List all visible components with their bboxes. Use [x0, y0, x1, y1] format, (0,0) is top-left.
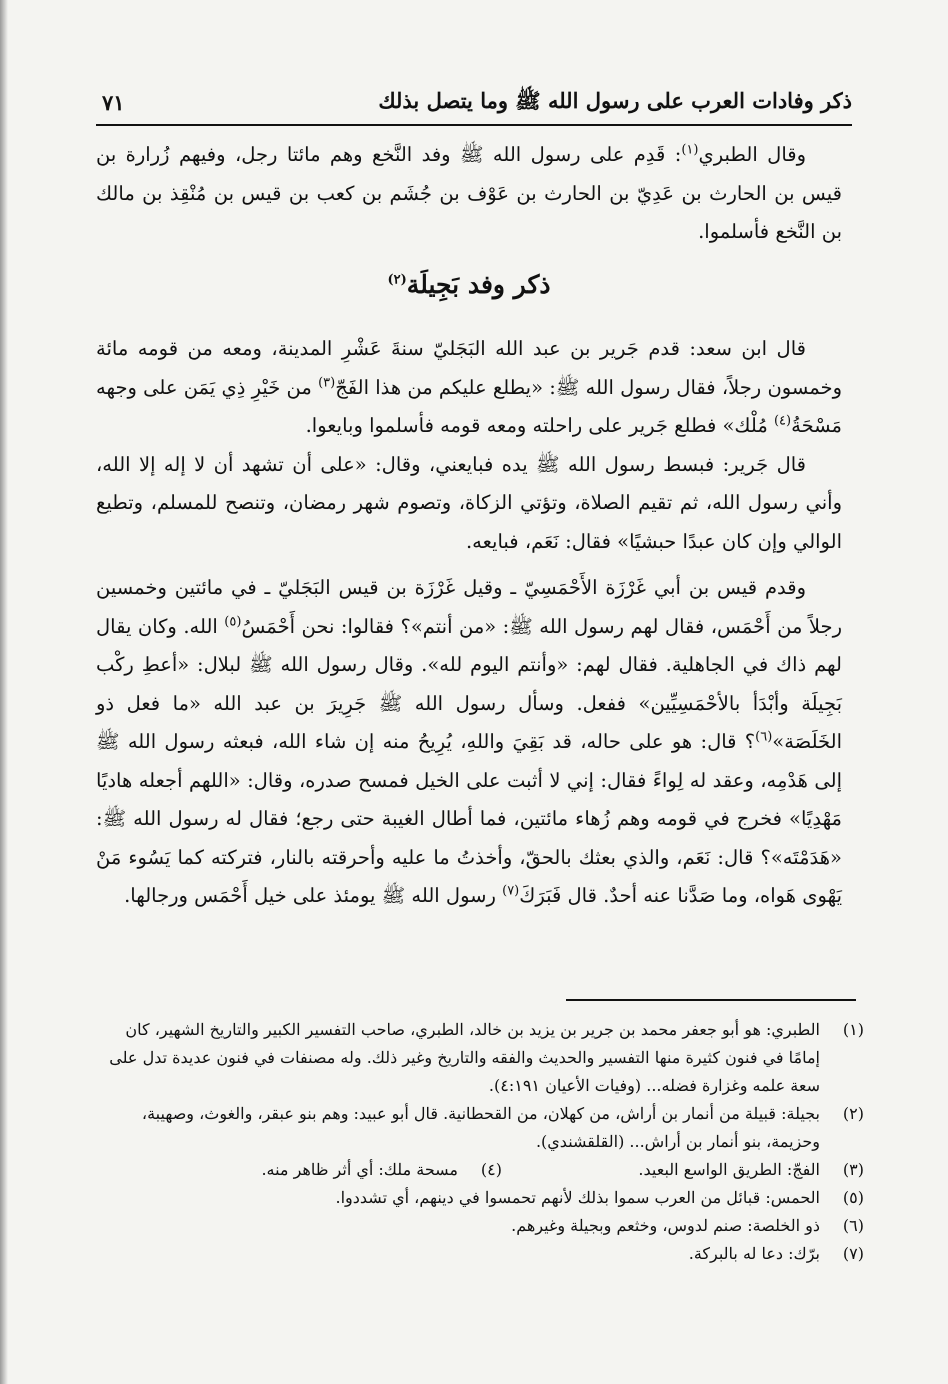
footnote-ref-7: (٧) [502, 883, 520, 899]
footnote-separator [566, 999, 856, 1001]
page-header [96, 84, 852, 126]
footnote-row-3-4 [90, 1156, 864, 1184]
p3-text-a: وقدم قيس بن أبي غَرْزَة الأَحْمَسِيّ ـ وقيل غَرْزَة بن قيس البَجَليّ ـ في مائتين وخمسين رجلاً من أَحْمَس، فقال لهم رسول الله ﷺ: «من أنتم»؟ فقالوا: نحن أَحْمَسُ [96, 576, 842, 638]
footnote-number: (٧) [842, 1244, 864, 1263]
p1-text-a: قال ابن سعد: قدم جَرير بن عبد الله البَجَليّ سنةَ عَشْرِ المدينة، ومعه من قومه مائة وخمسون رجلاً، فقال رسول الله ﷺ: «يطلع عليكم من هذا الفَجّ [96, 337, 842, 399]
p3-text-c: ؟ قال: هو على حاله، قد بَقِيَ واللهِ، يُرِيحُ منه إن شاء الله، فبعثه رسول الله ﷺ إلى هَدْمِه، وعقد له لِواءً فقال: إني لا أثبت على الخيل فمسح صدره، وقال: «اللهم أجعله هاديًا مَهْدِيًا» فخرج في قومه وهم زُهاء مائتين، فما أطال الغيبة حتى رجع؛ فقال له رسول الله ﷺ: «هَدَمْتَه»؟ قال: نَعَم، والذي بعثك بالحقّ، وأخذتُ ما عليه وأحرقته بالنار، فتركته كما يَسُوء مَنْ يَهْوى هَواه، وما صَدَّنا عنه أحدٌ. قال فَبَرَكَ [96, 730, 842, 907]
footnote-text: مسحة ملك: أي أثر ظاهر منه. [261, 1160, 458, 1179]
footnote-number: (٦) [842, 1216, 864, 1235]
section-body [96, 330, 842, 916]
footnote-text: الحمس: قبائل من العرب سموا بذلك لأنهم تحمسوا في دينهم، أي تشددوا. [335, 1188, 820, 1207]
intro-text-a: وقال الطبري [698, 143, 806, 166]
footnote-ref-2: (٢) [387, 272, 407, 288]
footnote-6 [90, 1212, 864, 1240]
paragraph-1 [96, 330, 842, 446]
section-title: ذكر وفد بَجِيلَة [406, 270, 551, 299]
paragraph-3 [96, 569, 842, 916]
p1-text-b: من خَيْرِ ذِي يَمَن على وجهه مَسْحَةُ [96, 375, 842, 437]
footnote-4 [261, 1156, 502, 1184]
intro-paragraph [96, 136, 842, 252]
footnote-number: (٤) [480, 1160, 502, 1179]
p3-text-d: رسول الله ﷺ يومئذ على خيل أَحْمَس ورجالها. [124, 884, 503, 907]
footnote-ref-6: (٦) [755, 729, 773, 745]
footnote-3 [502, 1156, 864, 1184]
footnote-number: (٣) [842, 1160, 864, 1179]
running-title: ذكر وفادات العرب على رسول الله ﷺ وما يتصل بذلك [378, 88, 852, 113]
footnotes [90, 1016, 864, 1268]
footnote-ref-1: (١) [681, 142, 699, 158]
footnote-text: بجيلة: قبيلة من أنمار بن أراش، من كهلان، من القحطانية. قال أبو عبيد: وهم بنو عبقر، والغوث، وصهيبة، وحزيمة، بنو أنمار بن أراش... (القلقشندي). [141, 1104, 820, 1151]
footnote-5 [90, 1184, 864, 1212]
footnote-text: ذو الخلصة: صنم لدوس، وخثعم وبجيلة وغيرهم. [511, 1216, 820, 1235]
p1-text-c: مُلْك» فطلع جَرير على راحلته ومعه قومه فأسلموا وبايعوا. [305, 414, 774, 437]
footnote-text: الطبري: هو أبو جعفر محمد بن جرير بن يزيد بن خالد، الطبري، صاحب التفسير الكبير والتاريخ الشهير، كان إمامًا في فنون كثيرة منها التفسير والحديث والفقه والتاريخ وغير ذلك. وله مصنفات في فنون عديدة تدل على سعة علمه وغزارة فضله... (وفيات الأعيان ٤:١٩١). [109, 1020, 820, 1095]
footnote-1 [90, 1016, 864, 1100]
page-number: ٧١ [102, 90, 125, 115]
footnote-text: برّك: دعا له بالبركة. [688, 1244, 820, 1263]
paragraph-2: قال جَرير: فبسط رسول الله ﷺ يده فبايعني، وقال: «على أن تشهد أن لا إله إلا الله، وأني رسول الله، ثم تقيم الصلاة، وتؤتي الزكاة، وتصوم شهر رمضان، وتنصح للمسلم، وتطيع الوالي وإن كان عبدًا حبشيًا» فقال: نَعَم، فبايعه. [96, 452, 842, 553]
footnote-2 [90, 1100, 864, 1156]
footnote-ref-3: (٣) [318, 375, 336, 390]
footnote-ref-4: (٤) [773, 413, 792, 429]
section-heading [96, 270, 842, 299]
scan-shadow [0, 0, 8, 1384]
intro-paragraph-block [96, 136, 842, 252]
footnote-ref-5: (٥) [224, 614, 242, 629]
footnote-7 [90, 1240, 864, 1268]
footnote-text: الفجّ: الطريق الواسع البعيد. [638, 1160, 820, 1179]
footnote-number: (١) [842, 1020, 864, 1039]
intro-text-b: : قَدِم على رسول الله ﷺ وفد النَّخع وهم مائتا رجل، وفيهم زُرارة بن قيس بن الحارث بن عَدِيّ بن الحارث بن عَوْف بن جُشَم بن كعب بن قيس بن مُنْقِذ بن مالك بن النَّخع فأسلموا. [96, 143, 842, 243]
footnote-number: (٢) [842, 1104, 864, 1123]
p3-text-b: الله. وكان يقال لهم ذاك في الجاهلية. فقال لهم: «وأنتم اليوم لله». وقال رسول الله ﷺ لبلال: «أعطِ ركْب بَجِيلَة وأبْدَأ بالأحْمَسِيِّين» ففعل. وسأل رسول الله ﷺ جَرِيرَ بن عبد الله «ما فعل ذو الخَلَصَة» [96, 614, 842, 753]
footnote-number: (٥) [842, 1188, 864, 1207]
